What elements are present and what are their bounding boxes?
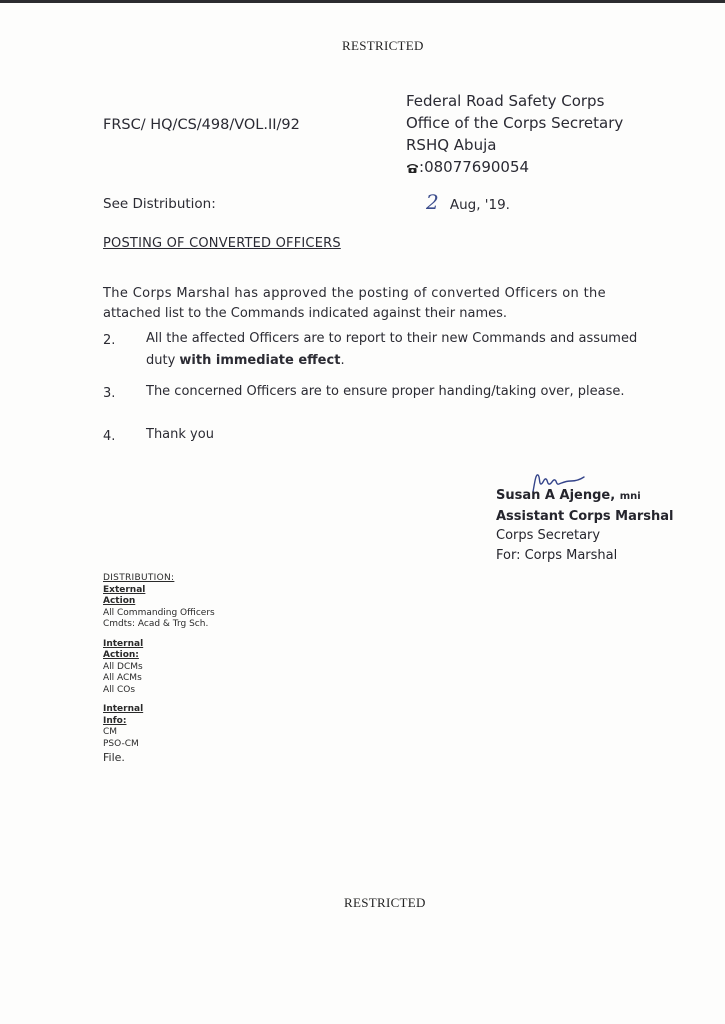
- action-label: Action: [103, 596, 136, 606]
- list-item: All DCMs: [103, 661, 143, 672]
- file-label: File.: [103, 751, 125, 764]
- internal-info-label: Internal: [103, 704, 144, 714]
- distribution-heading: DISTRIBUTION:: [103, 573, 175, 583]
- list-item: Cmdts: Acad & Trg Sch.: [103, 619, 209, 629]
- paragraph-1-line-2: attached list to the Commands indicated against their names.: [103, 306, 508, 321]
- internal-action-label: Action:: [103, 650, 139, 660]
- paragraph-4-text: Thank you: [146, 427, 214, 442]
- paragraph-3-text: The concerned Officers are to ensure proper handing/taking over, please.: [146, 384, 625, 399]
- org-name: Federal Road Safety Corps: [406, 92, 605, 110]
- paragraph-4-number: 4.: [103, 429, 116, 444]
- paragraph-2-line-2: duty with immediate effect.: [146, 353, 345, 368]
- address-block: [406, 90, 623, 180]
- signature-block: [496, 486, 674, 565]
- paragraph-2-line-1: All the affected Officers are to report to their new Commands and assumed: [146, 331, 638, 346]
- list-item: All COs: [103, 684, 136, 695]
- classification-bottom: RESTRICTED: [344, 895, 426, 910]
- distribution-list: [103, 573, 215, 765]
- classification-top: RESTRICTED: [342, 38, 424, 53]
- signatory-rank: Assistant Corps Marshal: [496, 508, 674, 524]
- letter-title: POSTING OF CONVERTED OFFICERS: [103, 236, 341, 251]
- see-distribution: See Distribution:: [103, 196, 216, 212]
- list-item: CM: [103, 727, 118, 737]
- paragraph-3-number: 3.: [103, 386, 116, 401]
- phone-line: :08077690054: [406, 156, 623, 180]
- telephone-icon: [406, 158, 419, 180]
- phone-number: 08077690054: [424, 158, 530, 176]
- letter-date: [426, 190, 510, 214]
- info-label: Info:: [103, 715, 127, 726]
- list-item: All Commanding Officers: [103, 607, 215, 618]
- internal-label: Internal: [103, 638, 144, 649]
- emphasis-text: with immediate effect: [179, 353, 341, 368]
- reference-number: FRSC/ HQ/CS/498/VOL.II/92: [103, 117, 300, 133]
- office-name: Office of the Corps Secretary: [406, 114, 624, 132]
- external-label: External: [103, 584, 146, 595]
- signatory-for: For: Corps Marshal: [496, 547, 618, 563]
- list-item: All ACMs: [103, 673, 142, 683]
- date-day-handwritten: 2: [426, 190, 439, 214]
- top-border-line: [0, 0, 725, 3]
- office-location: RSHQ Abuja: [406, 136, 497, 154]
- date-month-year: Aug, '19.: [449, 197, 510, 213]
- list-item: PSO-CM: [103, 738, 139, 749]
- signatory-name: Susan A Ajenge, mni: [496, 488, 641, 503]
- signatory-role: Corps Secretary: [496, 528, 601, 543]
- signatory-suffix: mni: [619, 491, 641, 502]
- paragraph-1-line-1: The Corps Marshal has approved the posting of converted Officers on the: [103, 286, 606, 301]
- paragraph-2-number: 2.: [103, 333, 116, 348]
